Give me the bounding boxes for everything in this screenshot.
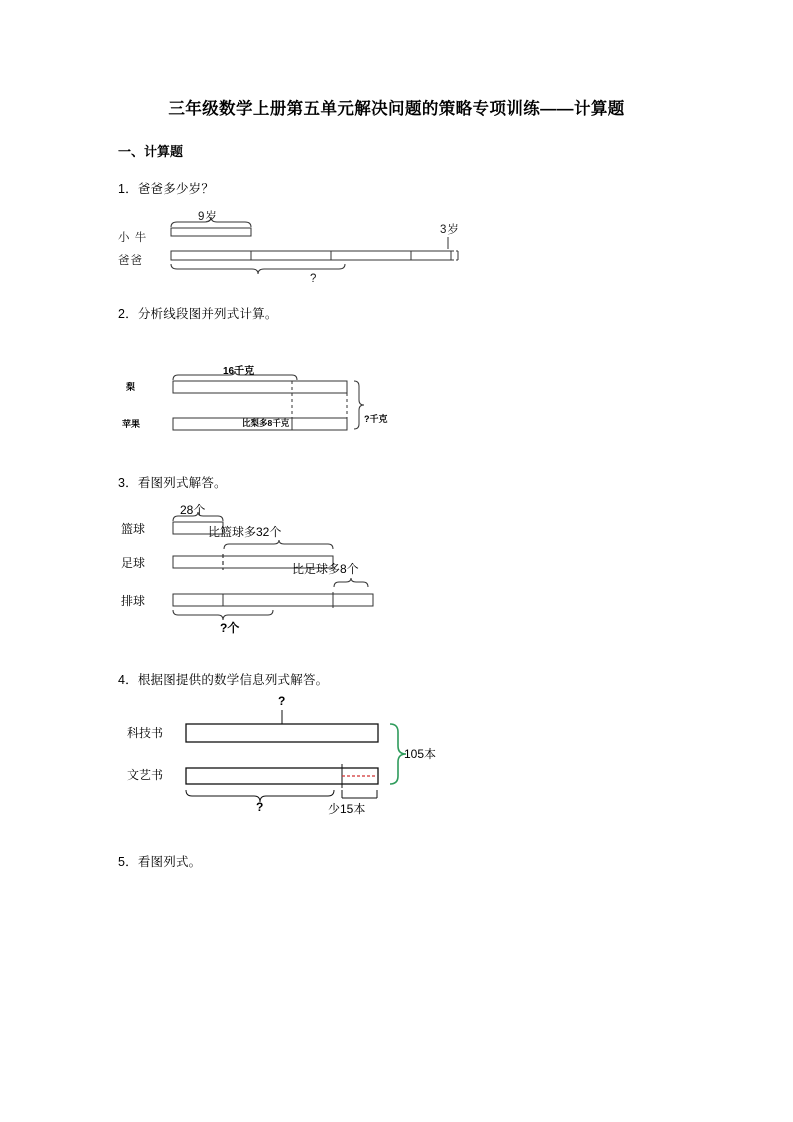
question-4-number: 4． [118,673,138,687]
question-5-text: 看图列式。 [137,855,202,869]
section-heading: 一、计算题 [118,144,184,159]
question-4 [118,670,675,688]
figure-3-label-row1: 篮球 [121,522,146,536]
figure-3-label-top-value: 28个 [180,503,206,517]
figure-4-label-row2: 文艺书 [127,768,164,782]
question-4-text: 根据图提供的数学信息列式解答。 [137,673,329,687]
question-5-number: 5． [118,855,138,869]
question-1-number: 1． [118,182,138,196]
figure-question-3 [118,501,675,651]
figure-3-label-row2: 足球 [121,556,146,570]
question-1-text: 爸爸多少岁？ [137,182,215,196]
figure-4-label-total: 105本 [404,747,437,761]
figure-4-svg [118,698,678,838]
question-3-number: 3． [118,476,138,490]
figure-4-label-row1: 科技书 [127,726,164,740]
figure-3-svg [118,501,678,651]
figure-3-label-compare-2: 比足球多8个 [292,562,359,576]
figure-4-label-bottom-question: ? [256,800,264,814]
figure-2-label-top-value: 16千克 [223,366,255,377]
figure-3-label-compare-1: 比篮球多32个 [208,525,282,539]
question-3-text: 看图列式解答。 [137,476,227,490]
figure-2-label-row2: 苹果 [122,419,141,429]
figure-1-label-question: ? [310,273,317,285]
question-1 [118,179,675,197]
figure-3-label-row3: 排球 [121,594,146,608]
figure-2-label-row1: 梨 [126,382,136,392]
figure-question-4 [118,694,675,838]
figure-2-label-right-value: ?千克 [364,414,388,424]
figure-1-label-row1: 小 牛 [118,232,148,244]
question-3 [118,473,675,491]
figure-4-label-top-question: ? [278,694,286,708]
figure-1-label-top-value: 9岁 [198,211,218,223]
figure-1-label-row2: 爸爸 [118,255,143,267]
figure-4-label-less: 少15本 [328,802,366,816]
question-5 [118,852,675,870]
figure-3-label-question: ?个 [220,621,240,635]
question-2 [118,304,675,322]
figure-question-2 [118,364,675,454]
question-2-number: 2． [118,307,138,321]
question-2-text: 分析线段图并列式计算。 [137,307,278,321]
page-title: 三年级数学上册第五单元解决问题的策略专项训练——计算题 [168,100,625,118]
figure-question-1 [118,207,675,285]
figure-1-label-right-value: 3岁 [440,224,460,236]
figure-2-svg [118,364,678,444]
figure-2-label-middle-value: 比梨多8千克 [242,418,290,428]
